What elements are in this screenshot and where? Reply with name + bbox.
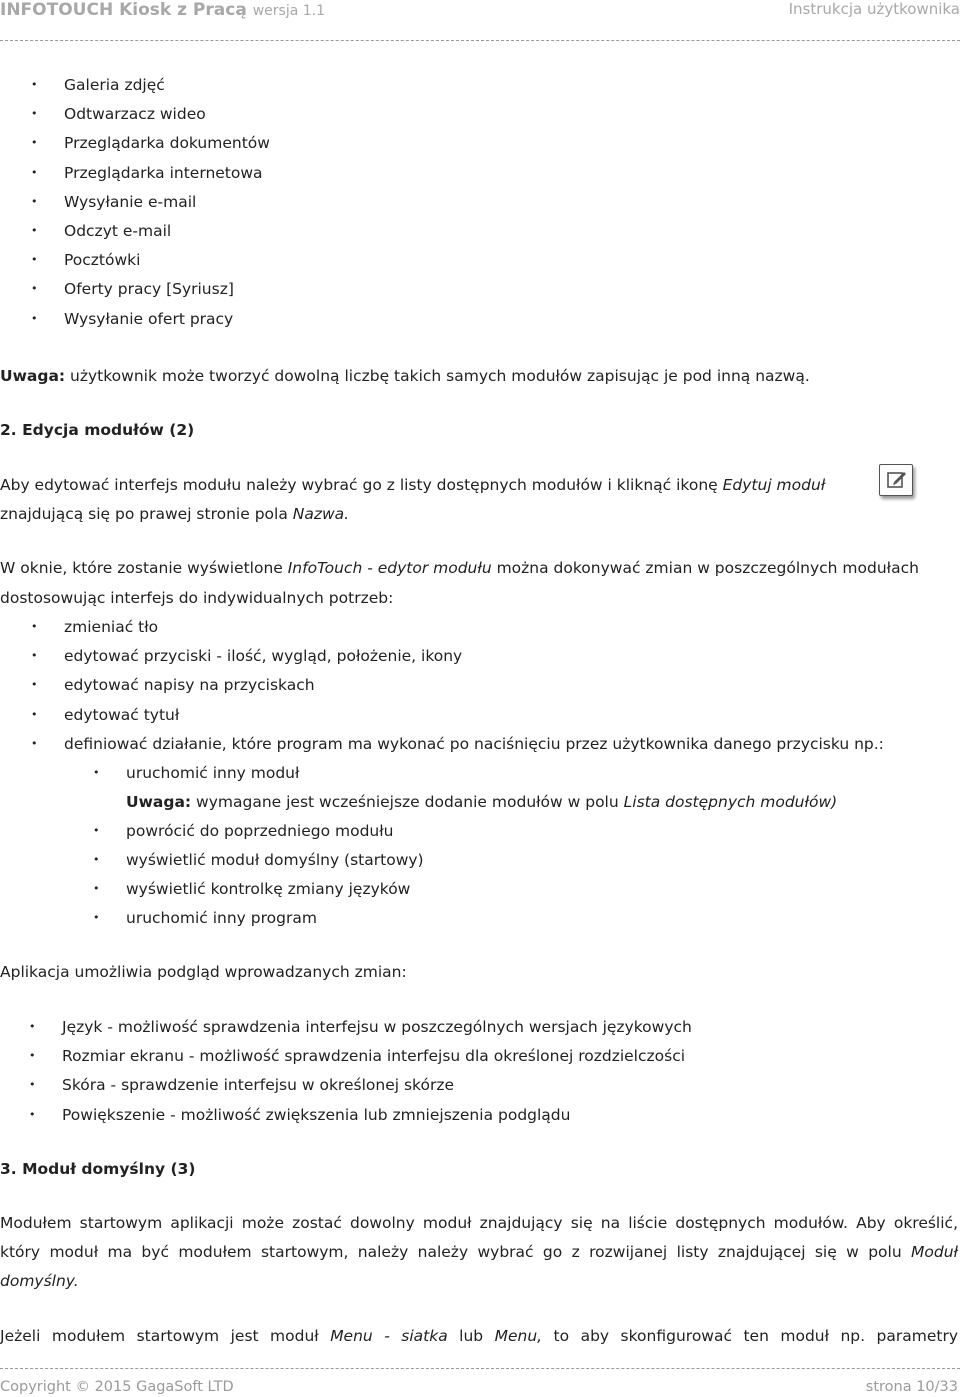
- change-list-item: [31, 617, 159, 637]
- editor-paragraph-line-1: [0, 558, 919, 578]
- bullet-icon: •: [93, 766, 100, 779]
- default-module-paragraph-line-3: [0, 1271, 79, 1291]
- default-module-term-end: domyślny.: [0, 1272, 79, 1290]
- module-list-item-text: Przeglądarka internetowa: [64, 163, 263, 182]
- bullet-icon: •: [31, 78, 38, 91]
- preview-list-item-text: Język - możliwość sprawdzenia interfejsu w poszczególnych wersjach językowych: [62, 1018, 692, 1036]
- bullet-icon: •: [31, 136, 38, 150]
- document-title: [0, 0, 325, 20]
- bullet-icon: •: [31, 649, 38, 663]
- footer-divider: [0, 1368, 960, 1369]
- edit-module-icon: [879, 464, 913, 496]
- bullet-icon: •: [31, 165, 38, 179]
- module-list-item-text: Wysyłanie e-mail: [64, 192, 197, 211]
- text-span: Jeżeli modułem startowym jest moduł: [0, 1327, 331, 1345]
- editor-paragraph-line-2: dostosowując interfejs do indywidualnych potrzeb:: [0, 589, 394, 607]
- text-span: lub: [447, 1327, 495, 1345]
- menu-term: Menu,: [494, 1327, 543, 1345]
- header-divider: [0, 40, 960, 41]
- modules-list-term: Lista dostępnych modułów): [623, 793, 838, 811]
- edit-paragraph-line-1: [0, 475, 825, 495]
- change-list-item: [31, 646, 463, 666]
- preview-list-item: [29, 1075, 454, 1095]
- note-paragraph: [0, 366, 810, 386]
- text-span: znajdującą się po prawej stronie pola: [0, 505, 293, 523]
- default-module-paragraph-line-1: Modułem startowym aplikacji może zostać dowolny moduł znajdujący się na liście dostępnych modułów. Aby określić,: [0, 1214, 958, 1232]
- bullet-icon: •: [93, 911, 100, 924]
- copyright: Copyright © 2015 GagaSoft LTD: [0, 1379, 234, 1395]
- note-label: Uwaga:: [126, 793, 192, 811]
- text-span: można dokonywać zmian w poszczególnych modułach: [491, 559, 919, 577]
- bullet-icon: •: [31, 736, 38, 750]
- module-list-item: [31, 75, 165, 95]
- module-list-item: [31, 133, 270, 153]
- section-heading-3: 3. Moduł domyślny (3): [0, 1160, 196, 1178]
- bullet-icon: •: [29, 1049, 36, 1063]
- bullet-icon: •: [93, 882, 100, 895]
- section-heading-2: 2. Edycja modułów (2): [0, 421, 195, 439]
- bullet-icon: •: [31, 678, 38, 692]
- preview-list-item-text: Powiększenie - możliwość zwiększenia lub zmniejszenia podglądu: [62, 1105, 571, 1124]
- bullet-icon: •: [31, 224, 38, 237]
- version-text: wersja 1.1: [252, 3, 326, 19]
- module-list-item-text: Galeria zdjęć: [64, 76, 165, 94]
- module-list-item-text: Odtwarzacz wideo: [64, 105, 206, 124]
- change-list-item-text: definiować działanie, które program ma wykonać po naciśnięciu przez użytkownika danego przycisku np.:: [64, 734, 884, 753]
- pencil-icon: [880, 465, 912, 495]
- action-list-item-text: wyświetlić kontrolkę zmiany języków: [126, 880, 411, 898]
- menu-grid-term: Menu - siatka: [330, 1327, 448, 1345]
- preview-list-item: [29, 1105, 571, 1125]
- change-list-item-text: edytować napisy na przyciskach: [64, 676, 315, 695]
- module-list-item-text: Oferty pracy [Syriusz]: [64, 280, 234, 299]
- change-list-item-text: edytować tytuł: [64, 705, 180, 724]
- bullet-icon: •: [31, 311, 38, 325]
- text-span: to aby skonfigurować ten moduł np. parametry: [542, 1327, 958, 1345]
- action-list-item-text: powrócić do poprzedniego modułu: [126, 822, 394, 840]
- preview-list-item-text: Rozmiar ekranu - możliwość sprawdzenia interfejsu dla określonej rozdzielczości: [62, 1047, 686, 1066]
- bullet-icon: •: [93, 824, 100, 837]
- text-span: Aby edytować interfejs modułu należy wybrać go z listy dostępnych modułów i kliknąć ikonę: [0, 476, 723, 494]
- preview-list-item: [29, 1017, 692, 1037]
- default-module-paragraph-line-2: [0, 1242, 958, 1262]
- action-list-item: [93, 850, 424, 870]
- bullet-icon: •: [29, 1078, 36, 1092]
- action-list-item-text: uruchomić inny program: [126, 909, 317, 927]
- preview-intro: Aplikacja umożliwia podgląd wprowadzanych zmian:: [0, 963, 407, 981]
- text-span: który moduł ma być modułem startowym, należy należy wybrać go z rozwijanej listy znajdującej się w polu: [0, 1243, 912, 1261]
- module-list-item-text: Pocztówki: [64, 251, 141, 270]
- bullet-icon: •: [31, 282, 38, 296]
- change-list-item: [31, 705, 180, 725]
- preview-list-item-text: Skóra - sprawdzenie interfejsu w określonej skórze: [62, 1076, 454, 1095]
- name-field-term: Nazwa.: [292, 505, 350, 523]
- change-list-item-text: zmieniać tło: [64, 618, 159, 636]
- action-list-item: [93, 879, 411, 899]
- action-list-item-text: wyświetlić moduł domyślny (startowy): [126, 851, 424, 869]
- page-number: strona 10/33: [865, 1379, 958, 1395]
- default-module-term: Moduł: [911, 1243, 958, 1261]
- module-list-item: [31, 221, 172, 241]
- bullet-icon: •: [31, 707, 38, 721]
- text-span: wymagane jest wcześniejsze dodanie modułów w polu: [191, 793, 624, 811]
- module-list-item: [31, 163, 263, 183]
- module-list-item: [31, 104, 206, 124]
- module-list-item: [31, 309, 234, 329]
- bullet-icon: •: [31, 107, 38, 121]
- action-list-item: [93, 763, 300, 783]
- bullet-icon: •: [29, 1107, 36, 1121]
- bullet-icon: •: [29, 1020, 36, 1033]
- bullet-icon: •: [31, 194, 38, 208]
- document-subtitle: Instrukcja użytkownika: [788, 0, 960, 18]
- module-list-item: [31, 279, 234, 299]
- module-list-item: [31, 192, 197, 212]
- edit-module-term: Edytuj moduł: [722, 476, 826, 494]
- module-list-item-text: Odczyt e-mail: [64, 222, 172, 240]
- action-list-item-text: uruchomić inny moduł: [126, 764, 300, 782]
- note-label: Uwaga:: [0, 367, 66, 385]
- change-list-item: [31, 675, 315, 695]
- action-list-item: [93, 908, 317, 928]
- preview-list-item: [29, 1046, 686, 1066]
- note-modules-required: [126, 792, 837, 812]
- editor-window-term: InfoTouch - edytor modułu: [287, 559, 492, 577]
- text-span: W oknie, które zostanie wyświetlone: [0, 559, 288, 577]
- bullet-icon: •: [31, 253, 38, 267]
- edit-paragraph-line-2: [0, 504, 349, 524]
- action-list-item: [93, 821, 394, 841]
- bullet-icon: •: [31, 620, 38, 633]
- change-list-item-text: edytować przyciski - ilość, wygląd, położenie, ikony: [64, 647, 463, 666]
- change-list-item: [31, 734, 884, 754]
- module-list-item-text: Wysyłanie ofert pracy: [64, 309, 234, 328]
- bullet-icon: •: [93, 853, 100, 866]
- module-list-item-text: Przeglądarka dokumentów: [64, 134, 270, 153]
- module-list-item: [31, 250, 141, 270]
- title-text: INFOTOUCH Kiosk z Pracą: [0, 0, 247, 20]
- note-text: użytkownik może tworzyć dowolną liczbę takich samych modułów zapisując je pod inną nazwą.: [65, 367, 810, 385]
- menu-grid-paragraph: [0, 1326, 958, 1346]
